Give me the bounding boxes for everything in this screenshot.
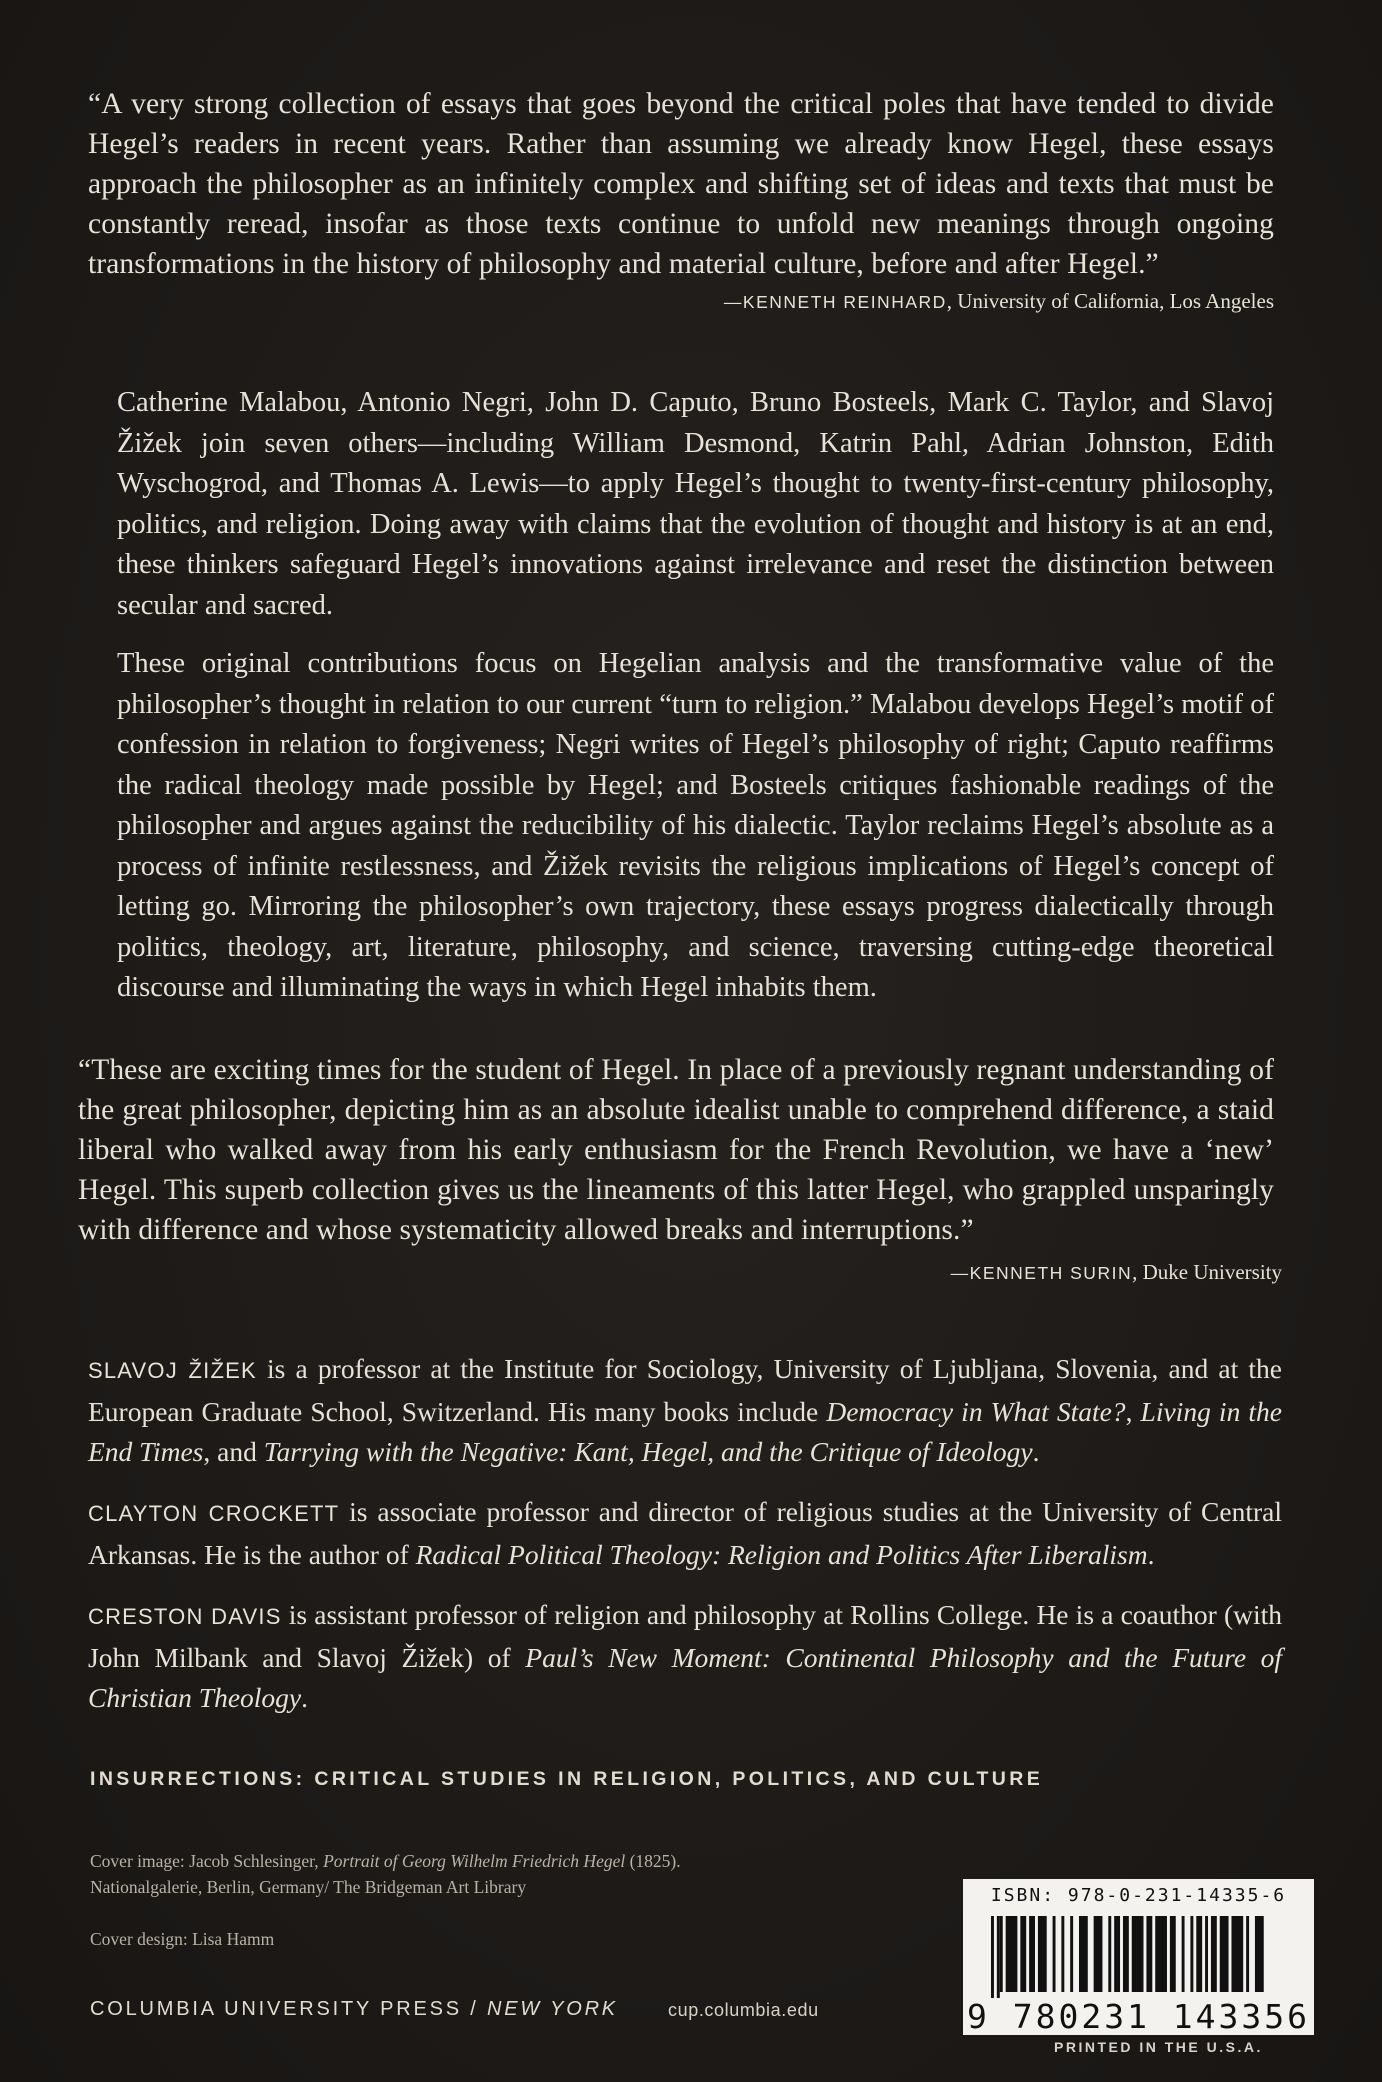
bio-end: . xyxy=(301,1682,309,1713)
author-name: CRESTON DAVIS xyxy=(88,1604,282,1629)
barcode-bar xyxy=(1211,1916,1217,1992)
attribution-name: —KENNETH REINHARD xyxy=(723,292,947,312)
publisher-city: NEW YORK xyxy=(487,1998,618,2020)
isbn-barcode xyxy=(963,1879,1314,2035)
bio-text: is a professor at the Institute for Sociology, University of Ljubljana, Slovenia, and at the European Graduate School, Switzerland. His many books include xyxy=(88,1353,1282,1427)
surin-attribution xyxy=(560,1257,1282,1288)
barcode-bar xyxy=(1196,1916,1202,1992)
barcode-bar xyxy=(1108,1916,1111,1992)
attribution-affiliation: , University of California, Los Angeles xyxy=(946,289,1274,313)
author-name: SLAVOJ ŽIŽEK xyxy=(88,1358,257,1383)
bio-end: . xyxy=(1147,1538,1155,1570)
series-title: INSURRECTIONS: CRITICAL STUDIES IN RELIGION, POLITICS, AND CULTURE xyxy=(90,1768,1044,1790)
separator: , xyxy=(1125,1395,1141,1427)
barcode-bar xyxy=(1020,1916,1026,1992)
barcode-bar xyxy=(1000,1916,1003,1992)
barcode-bar xyxy=(1070,1916,1073,1992)
barcode-bar xyxy=(1006,1916,1018,1992)
book-title: Democracy in What State? xyxy=(826,1395,1126,1427)
barcode-bars xyxy=(991,1916,1296,1998)
barcode-bar xyxy=(1155,1916,1167,1992)
printed-in-usa: PRINTED IN THE U.S.A. xyxy=(1054,2039,1263,2055)
barcode-bar xyxy=(1255,1916,1264,1992)
book-title: Radical Political Theology: Religion and Politics After Liberalism xyxy=(415,1538,1148,1570)
book-title: Tarrying with the Negative: Kant, Hegel, and the Critique of Ideology xyxy=(263,1436,1033,1467)
bio-text: is assistant professor of religion and philosophy at Rollins College. He is a coauthor (with John Milbank and Slavoj Žižek) of xyxy=(88,1599,1283,1673)
attribution-affiliation: , Duke University xyxy=(1132,1260,1282,1284)
description-paragraph-1: Catherine Malabou, Antonio Negri, John D. Caputo, Bruno Bosteels, Mark C. Taylor, and Slavoj Žižek join seven others—including William Desmond, Katrin Pahl, Adrian Johnston, Edith Wyschogrod, and Thomas A. Lewis—to apply Hegel’s thought to twenty-first-century philosophy, politics, and religion. Doing away with claims that the evolution of thought and history is at an end, these thinkers safeguard Hegel’s innovations against irrelevance and reset the distinction between secular and sacred. xyxy=(117,387,1274,621)
cover-image-credit xyxy=(90,1848,681,1900)
image-source: Nationalgalerie, Berlin, Germany/ The Bridgeman Art Library xyxy=(90,1877,527,1897)
barcode-bar xyxy=(1123,1916,1129,1992)
description-paragraph-2: These original contributions focus on Hegelian analysis and the transformative value of the philosopher’s thought in relation to our current “turn to religion.” Malabou develops Hegel’s motif of confession in relation to forgiveness; Negri writes of Hegel’s philosophy of right; Caputo reaffirms the radical theology made possible by Hegel; and Bosteels critiques fashionable readings of the philosopher and argues against the reducibility of his dialectic. Taylor reclaims Hegel’s absolute as a process of infinite restlessness, and Žižek revisits the religious implications of Hegel’s concept of letting go. Mirroring the philosopher’s own trajectory, these essays progress dialectically through politics, theology, art, literature, philosophy, and science, traversing cutting-edge theoretical discourse and illuminating the ways in which Hegel inhabits them. xyxy=(117,648,1274,1003)
barcode-bar xyxy=(1061,1916,1064,1992)
painting-title: Portrait of Georg Wilhelm Friedrich Hegel xyxy=(323,1851,626,1871)
barcode-bar xyxy=(1029,1916,1035,1992)
isbn-label: ISBN: 978-0-231-14335-6 xyxy=(990,1885,1287,1906)
painting-year: (1825). xyxy=(625,1851,681,1871)
reinhard-quote: “A very strong collection of essays that goes beyond the critical poles that have tended to divide Hegel’s readers in recent years. Rather than assuming we already know Hegel, these essays approach the philosopher as an infinitely complex and shifting set of ideas and texts that must be constantly reread, insofar as those texts continue to unfold new meanings through ongoing transformations in the history of philosophy and material culture, before and after Hegel.” xyxy=(88,88,1274,280)
barcode-bar xyxy=(997,1916,1000,1998)
barcode-bar xyxy=(1205,1916,1208,1992)
bio-zizek xyxy=(88,1349,1282,1473)
bio-davis xyxy=(88,1595,1282,1719)
bio-text: is associate professor and director of religious studies at the University of Central Arkansas. He is the author of xyxy=(88,1496,1282,1570)
barcode-bar xyxy=(1079,1916,1088,1992)
barcode-bar xyxy=(1190,1916,1193,1992)
barcode-digits: 9 780231 143356 xyxy=(967,1997,1311,2036)
barcode-bar xyxy=(1231,1916,1243,1992)
barcode-bar xyxy=(1220,1916,1229,1992)
credit-prefix: Cover image: Jacob Schlesinger, xyxy=(90,1851,324,1871)
publisher-imprint xyxy=(90,1998,618,2021)
barcode-bar xyxy=(1094,1916,1103,1992)
publisher-url[interactable]: cup.columbia.edu xyxy=(668,2000,819,2020)
cover-design-credit: Cover design: Lisa Hamm xyxy=(90,1929,275,1949)
barcode-bar xyxy=(1170,1916,1176,1992)
barcode-bar xyxy=(1038,1916,1047,1992)
book-title: Paul’s New Moment: Continental Philosophy and the Future of Christian Theology xyxy=(88,1641,1282,1713)
separator: , and xyxy=(203,1436,264,1467)
barcode-bar xyxy=(1146,1916,1152,1992)
barcode-bar xyxy=(1182,1916,1185,1992)
author-name: CLAYTON CROCKETT xyxy=(88,1501,340,1526)
bio-crockett xyxy=(88,1492,1282,1575)
bio-end: . xyxy=(1032,1436,1040,1467)
barcode-bar xyxy=(1053,1916,1056,1992)
barcode-bar xyxy=(1114,1916,1120,1992)
barcode-bar xyxy=(1246,1916,1249,1992)
barcode-bar xyxy=(1132,1916,1144,1992)
barcode-bar xyxy=(991,1916,994,1998)
attribution-name: —KENNETH SURIN xyxy=(950,1263,1133,1283)
book-title: Living in the End Times xyxy=(88,1395,1283,1467)
publisher-name: COLUMBIA UNIVERSITY PRESS / xyxy=(90,1998,488,2020)
surin-quote: “These are exciting times for the student of Hegel. In place of a previously regnant understanding of the great philosopher, depicting him as an absolute idealist unable to comprehend difference, a staid liberal who walked away from his early enthusiasm for the French Revolution, we have a ‘new’ Hegel. This superb collection gives us the lineaments of this latter Hegel, who grappled unsparingly with difference and whose systematicity allowed breaks and interruptions.” xyxy=(78,1054,1274,1246)
reinhard-attribution xyxy=(560,286,1274,317)
